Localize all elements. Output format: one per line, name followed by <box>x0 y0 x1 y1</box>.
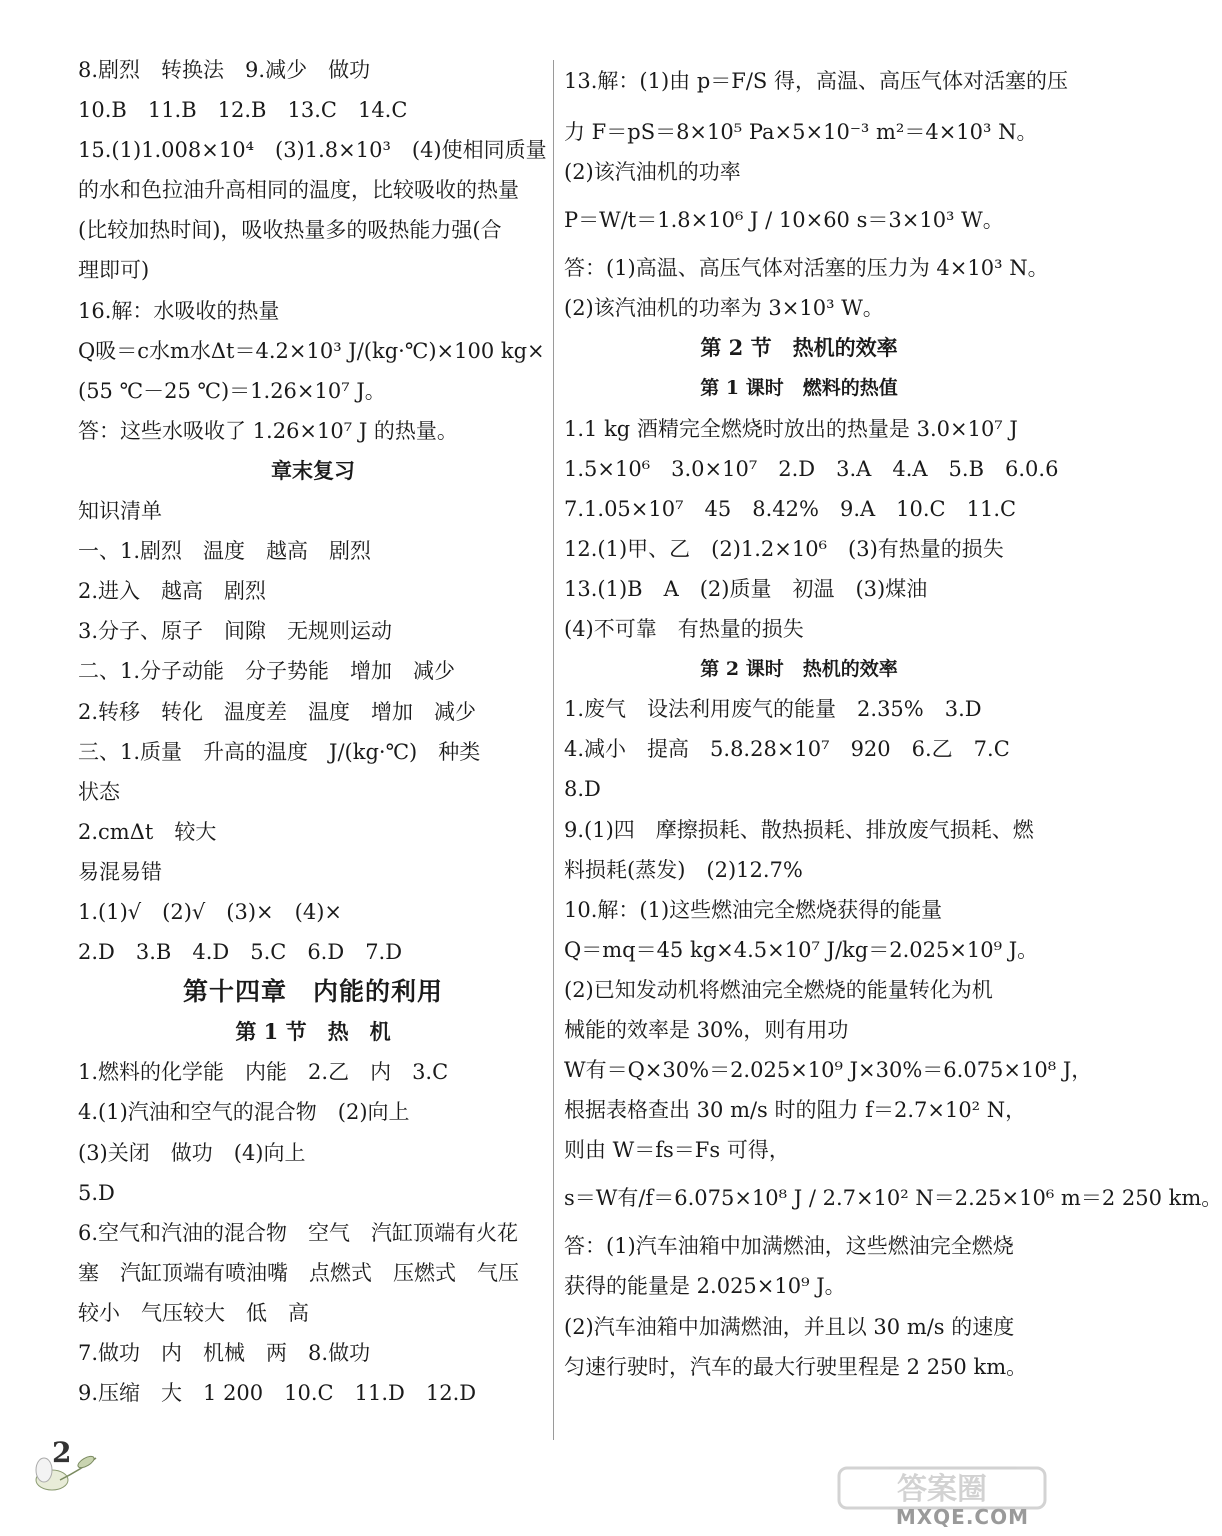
text-line: 2.转移 转化 温度差 温度 增加 减少 <box>78 699 477 724</box>
text-line: 1.(1)√ (2)√ (3)× (4)× <box>78 899 342 924</box>
text-line: 匀速行驶时，汽车的最大行驶里程是 2 250 km。 <box>564 1354 1028 1379</box>
text-line: 9.(1)四 摩擦损耗、散热损耗、排放废气损耗、燃 <box>564 817 1034 842</box>
text-line: 1.废气 设法利用废气的能量 2.35% 3.D <box>564 697 982 722</box>
text-line: (2)已知发动机将燃油完全燃烧的能量转化为机 <box>564 977 993 1002</box>
text-line: W有＝Q×30%＝2.025×10⁹ J×30%＝6.075×10⁸ J， <box>564 1058 1093 1083</box>
text-line: 理即可) <box>78 258 150 283</box>
text-line: Q吸＝c水m水Δt＝4.2×10³ J/(kg·℃)×100 kg× <box>78 338 545 363</box>
text-line: 13.(1)B A (2)质量 初温 (3)煤油 <box>564 576 928 601</box>
text-line: (4)不可靠 有热量的损失 <box>564 617 804 642</box>
text-line: 3.分子、原子 间隙 无规则运动 <box>78 619 393 644</box>
watermark-main-text: 答案圈 <box>897 1472 987 1507</box>
text-line: 根据表格查出 30 m/s 时的阻力 f＝2.7×10² N， <box>564 1098 1027 1123</box>
text-line: 4.减小 提高 5.8.28×10⁷ 920 6.乙 7.C <box>564 737 1010 762</box>
text-line: 三、1.质量 升高的温度 J/(kg·℃) 种类 <box>78 739 481 764</box>
text-line: 2.D 3.B 4.D 5.C 6.D 7.D <box>78 940 403 965</box>
text-line: 易混易错 <box>78 859 162 884</box>
text-line: 答：(1)高温、高压气体对活塞的压力为 4×10³ N。 <box>564 256 1049 281</box>
left-column <box>78 50 548 1413</box>
text-line: 知识清单 <box>78 499 162 524</box>
text-line: (比较加热时间)，吸收热量多的吸热能力强(合 <box>78 218 502 243</box>
text-line: 2.cmΔt 较大 <box>78 819 217 844</box>
text-line: 1.5×10⁶ 3.0×10⁷ 2.D 3.A 4.A 5.B 6.0.6 <box>564 456 1059 481</box>
page-number: 2 <box>52 1436 72 1469</box>
text-line: (2)该汽油机的功率为 3×10³ W。 <box>564 296 884 321</box>
text-line: 较小 气压较大 低 高 <box>78 1300 309 1325</box>
text-line: 第 1 课时 燃料的热值 <box>700 377 898 400</box>
text-line: 5.D <box>78 1180 115 1205</box>
watermark-url: MXQE.COM <box>895 1505 1029 1529</box>
text-line: 则由 W＝fs＝Fs 可得， <box>564 1138 790 1163</box>
text-line: Q＝mq＝45 kg×4.5×10⁷ J/kg＝2.025×10⁹ J。 <box>564 937 1039 962</box>
text-line: 状态 <box>78 779 120 804</box>
text-line: 料损耗(蒸发) (2)12.7% <box>564 857 803 882</box>
text-line: (3)关闭 做功 (4)向上 <box>78 1140 306 1165</box>
text-line: (2)汽车油箱中加满燃油，并且以 30 m/s 的速度 <box>564 1314 1015 1339</box>
text-line: 第 1 节 热 机 <box>235 1019 391 1045</box>
text-line: 2.进入 越高 剧烈 <box>78 579 267 604</box>
text-line: 8.D <box>564 777 601 802</box>
text-line: 1.1 kg 酒精完全燃烧时放出的热量是 3.0×10⁷ J <box>564 416 1018 441</box>
text-line: 力 F＝pS＝8×10⁵ Pa×5×10⁻³ m²＝4×10³ N。 <box>564 120 1038 144</box>
text-line: 塞 汽缸顶端有喷油嘴 点燃式 压燃式 气压 <box>78 1260 519 1285</box>
text-line: 答：(1)汽车油箱中加满燃油，这些燃油完全燃烧 <box>564 1234 1014 1259</box>
text-line: 第 2 节 热机的效率 <box>700 335 898 361</box>
text-line: (2)该汽油机的功率 <box>564 160 741 185</box>
text-line: 9.压缩 大 1 200 10.C 11.D 12.D <box>78 1381 477 1406</box>
text-line: 4.(1)汽油和空气的混合物 (2)向上 <box>78 1100 410 1125</box>
text-line: 第十四章 内能的利用 <box>182 977 443 1007</box>
right-column <box>564 50 1222 1387</box>
text-line: 章末复习 <box>271 457 355 483</box>
text-line: 7.1.05×10⁷ 45 8.42% 9.A 10.C 11.C <box>564 496 1017 521</box>
text-line: (55 ℃－25 ℃)＝1.26×10⁷ J。 <box>78 378 386 403</box>
text-line: 10.解：(1)这些燃油完全燃烧获得的能量 <box>564 897 943 922</box>
text-line: 1.燃料的化学能 内能 2.乙 内 3.C <box>78 1060 449 1085</box>
text-line: 第 2 课时 热机的效率 <box>700 658 898 681</box>
text-line: 一、1.剧烈 温度 越高 剧烈 <box>78 539 372 564</box>
text-line: 13.解：(1)由 p＝F/S 得，高温、高压气体对活塞的压 <box>564 69 1068 93</box>
column-divider <box>553 60 554 1440</box>
text-line: 获得的能量是 2.025×10⁹ J。 <box>564 1274 846 1299</box>
text-line: 械能的效率是 30%，则有用功 <box>564 1017 849 1042</box>
text-line: 答：这些水吸收了 1.26×10⁷ J 的热量。 <box>78 418 458 443</box>
text-line: 15.(1)1.008×10⁴ (3)1.8×10³ (4)使相同质量 <box>78 138 547 163</box>
text-line: 16.解：水吸收的热量 <box>78 298 280 323</box>
text-line: 7.做功 内 机械 两 8.做功 <box>78 1341 371 1365</box>
text-line: 二、1.分子动能 分子势能 增加 减少 <box>78 659 456 684</box>
text-line: 6.空气和汽油的混合物 空气 汽缸顶端有火花 <box>78 1220 519 1245</box>
text-line: 的水和色拉油升高相同的温度，比较吸收的热量 <box>78 178 519 203</box>
text-line: 8.剧烈 转换法 9.减少 做功 <box>78 58 371 82</box>
text-line: P＝W/t＝1.8×10⁶ J / 10×60 s＝3×10³ W。 <box>564 208 1004 233</box>
text-line: 12.(1)甲、乙 (2)1.2×10⁶ (3)有热量的损失 <box>564 536 1004 561</box>
text-line: 10.B 11.B 12.B 13.C 14.C <box>78 98 408 123</box>
text-line: s＝W有/f＝6.075×10⁸ J / 2.7×10² N＝2.25×10⁶ m＝2 250 km。 <box>564 1186 1222 1211</box>
